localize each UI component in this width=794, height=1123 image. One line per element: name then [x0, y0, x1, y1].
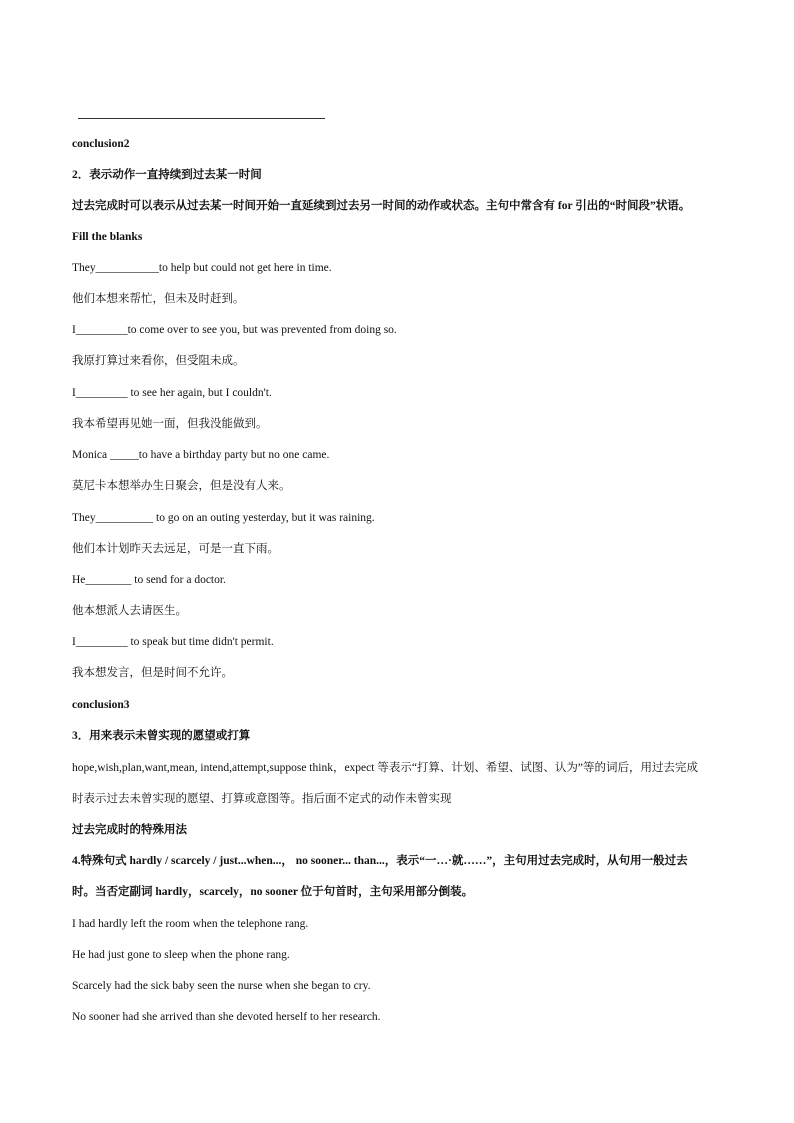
- exercise-sentence-3: I_________ to see her again, but I couldn't.: [72, 387, 272, 399]
- rule4-line-2: 时。当否定副词 hardly，scarcely，no sooner 位于句首时，主句采用部分倒装。: [72, 886, 474, 898]
- example-sentence-4: No sooner had she arrived than she devoted herself to her research.: [72, 1011, 381, 1023]
- exercise-sentence-2: I_________to come over to see you, but was prevented from doing so.: [72, 324, 397, 336]
- exercise-heading: Fill the blanks: [72, 231, 143, 243]
- exercise-translation-4: 莫尼卡本想举办生日聚会，但是没有人来。: [72, 480, 291, 492]
- exercise-sentence-7: I_________ to speak but time didn't permit.: [72, 636, 274, 648]
- example-sentence-2: He had just gone to sleep when the phone rang.: [72, 949, 290, 961]
- exercise-translation-6: 他本想派人去请医生。: [72, 605, 187, 617]
- example-sentence-3: Scarcely had the sick baby seen the nurse when she began to cry.: [72, 980, 371, 992]
- exercise-sentence-6: He________ to send for a doctor.: [72, 574, 226, 586]
- rule4-line-1: 4.特殊句式 hardly / scarcely / just...when...， no sooner... than...，表示“一…·就……”，主句用过去完成时，从句用一般过去: [72, 855, 688, 867]
- rule3-description-line-2: 时表示过去未曾实现的愿望、打算或意图等。指后面不定式的动作未曾实现: [72, 793, 452, 805]
- conclusion3-heading: conclusion3: [72, 699, 130, 711]
- rule3-title: 3．用来表示未曾实现的愿望或打算: [72, 730, 251, 742]
- exercise-translation-5: 他们本计划昨天去远足，可是一直下雨。: [72, 543, 279, 555]
- example-sentence-1: I had hardly left the room when the telephone rang.: [72, 918, 309, 930]
- exercise-sentence-5: They__________ to go on an outing yesterday, but it was raining.: [72, 512, 375, 524]
- exercise-translation-7: 我本想发言，但是时间不允许。: [72, 667, 233, 679]
- exercise-translation-1: 他们本想来帮忙，但未及时赶到。: [72, 293, 245, 305]
- exercise-sentence-4: Monica _____to have a birthday party but no one came.: [72, 449, 330, 461]
- special-usage-heading: 过去完成时的特殊用法: [72, 824, 187, 836]
- rule2-title: 2．表示动作一直持续到过去某一时间: [72, 169, 262, 181]
- conclusion2-heading: conclusion2: [72, 138, 130, 150]
- exercise-translation-3: 我本希望再见她一面，但我没能做到。: [72, 418, 268, 430]
- rule2-description: 过去完成时可以表示从过去某一时间开始一直延续到过去另一时间的动作或状态。主句中常含有 for 引出的“时间段”状语。: [72, 200, 691, 212]
- exercise-translation-2: 我原打算过来看你，但受阻未成。: [72, 355, 245, 367]
- exercise-sentence-1: They___________to help but could not get here in time.: [72, 262, 332, 274]
- rule3-description-line-1: hope,wish,plan,want,mean, intend,attempt,suppose think，expect 等表示“打算、计划、希望、试图、认为”等的词后，用过去完成: [72, 762, 699, 774]
- top-rule: [78, 118, 325, 119]
